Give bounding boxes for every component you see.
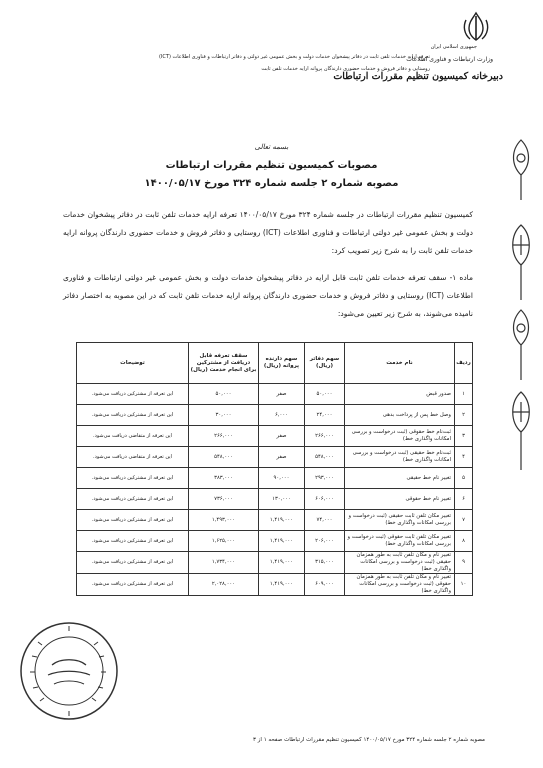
cell-note: این تعرفه از مشترکین دریافت می‌شود. <box>77 468 189 489</box>
col-header-row-number: ردیف <box>455 343 473 384</box>
cell-office-share: ۶۰۶,۰۰۰ <box>305 489 345 510</box>
cell-row-number: ۸ <box>455 531 473 552</box>
cell-cap: ۱,۶۲۵,۰۰۰ <box>189 531 259 552</box>
cell-cap: ۱,۷۳۴,۰۰۰ <box>189 552 259 574</box>
iran-emblem-icon <box>459 10 493 44</box>
official-stamp-icon <box>18 620 120 722</box>
cell-note: این تعرفه از مشترکین دریافت می‌شود. <box>77 384 189 405</box>
cell-licensee-share: ۱,۴۱۹,۰۰۰ <box>259 510 305 531</box>
cell-cap: ۳۰,۰۰۰ <box>189 405 259 426</box>
table-row <box>77 384 473 405</box>
cell-row-number: ۵ <box>455 468 473 489</box>
col-header-service: نام خدمت <box>345 343 455 384</box>
col-header-notes: توضیحات <box>77 343 189 384</box>
cell-office-share: ۵۴۸,۰۰۰ <box>305 447 345 468</box>
table-row <box>77 531 473 552</box>
table-row <box>77 447 473 468</box>
cell-note: این تعرفه از مشترکین دریافت می‌شود. <box>77 531 189 552</box>
cell-office-share: ۲۹۳,۰۰۰ <box>305 468 345 489</box>
cell-service: صدور قبض <box>345 384 455 405</box>
cell-licensee-share: صفر <box>259 426 305 447</box>
document-subtitle: مصوبه شماره ۲ جلسه شماره ۳۲۴ مورخ ۱۴۰۰/۰۵/۱۷ <box>144 178 399 189</box>
table-row <box>77 405 473 426</box>
cell-note: این تعرفه از مشترکین دریافت می‌شود. <box>77 552 189 574</box>
table-row <box>77 510 473 531</box>
cell-cap: ۲,۰۲۸,۰۰۰ <box>189 574 259 596</box>
cell-cap: ۲۶۶,۰۰۰ <box>189 426 259 447</box>
col-header-office-share: سهم دفاتر (ریال) <box>305 343 345 384</box>
cell-row-number: ۱۰ <box>455 574 473 596</box>
cell-row-number: ۹ <box>455 552 473 574</box>
table-row <box>77 426 473 447</box>
cell-service: ثبت‌نام خط حقوقی (ثبت درخواست و بررسی امکانات واگذاری خط) <box>345 426 455 447</box>
cell-note: این تعرفه از مشترکین دریافت می‌شود. <box>77 510 189 531</box>
table-row <box>77 552 473 574</box>
cell-office-share: ۲۶۶,۰۰۰ <box>305 426 345 447</box>
cell-row-number: ۷ <box>455 510 473 531</box>
cell-note: این تعرفه از مشترکین دریافت می‌شود. <box>77 405 189 426</box>
cell-licensee-share: صفر <box>259 447 305 468</box>
org-line-1: جمهوری اسلامی ایران <box>430 44 477 50</box>
cell-licensee-share: ۱,۴۱۹,۰۰۰ <box>259 552 305 574</box>
table-header-row <box>77 343 473 384</box>
cell-service: وصل خط پس از پرداخت بدهی <box>345 405 455 426</box>
cell-office-share: ۷۴,۰۰۰ <box>305 510 345 531</box>
document-title: مصوبات کمیسیون تنظیم مقررات ارتباطات <box>165 160 378 171</box>
top-note-line-2: روستایی و دفاتر فروش و خدمات حضوری دارندگان پروانه ارایه خدمات تلفن ثابت <box>261 66 430 72</box>
cell-row-number: ۴ <box>455 447 473 468</box>
cell-service: تغییر نام خط حقوقی <box>345 489 455 510</box>
cell-row-number: ۲ <box>455 405 473 426</box>
cell-service: تغییر نام و مکان تلفن ثابت به طور همزمان حقیقی (ثبت درخواست و بررسی امکانات واگذاری خط) <box>345 552 455 574</box>
cell-service: ثبت‌نام خط حقیقی (ثبت درخواست و بررسی امکانات واگذاری خط) <box>345 447 455 468</box>
tariff-table <box>76 342 473 596</box>
cell-office-share: ۲۴,۰۰۰ <box>305 405 345 426</box>
cell-row-number: ۳ <box>455 426 473 447</box>
cell-cap: ۷۳۶,۰۰۰ <box>189 489 259 510</box>
col-header-licensee-share: سهم دارنده پروانه (ریال) <box>259 343 305 384</box>
cell-note: این تعرفه از متقاضی دریافت می‌شود. <box>77 426 189 447</box>
cell-licensee-share: ۱,۴۱۹,۰۰۰ <box>259 531 305 552</box>
col-header-cap: سقف تعرفه قابل دریافت از مشترکین برای انجام خدمت (ریال) <box>189 343 259 384</box>
cell-office-share: ۶۰۹,۰۰۰ <box>305 574 345 596</box>
org-line-3: دبیرخانه کمیسیون تنظیم مقررات ارتباطات <box>333 71 503 82</box>
cell-office-share: ۲۰۶,۰۰۰ <box>305 531 345 552</box>
cell-service: تغییر نام و مکان تلفن ثابت به طور همزمان حقوقی (ثبت درخواست و بررسی امکانات واگذاری خط) <box>345 574 455 596</box>
cell-service: تغییر نام خط حقیقی <box>345 468 455 489</box>
org-line-2: وزارت ارتباطات و فناوری اطلاعات <box>406 56 493 63</box>
cell-note: این تعرفه از مشترکین دریافت می‌شود. <box>77 489 189 510</box>
table-row <box>77 468 473 489</box>
cell-licensee-share: ۱,۴۱۹,۰۰۰ <box>259 574 305 596</box>
cell-cap: ۳۸۳,۰۰۰ <box>189 468 259 489</box>
intro-paragraph: کمیسیون تنظیم مقررات ارتباطات در جلسه شماره ۳۲۴ مورخ ۱۴۰۰/۰۵/۱۷ تعرفه ارایه خدمات تلفن ثابت در دفاتر پیشخوان خدمات دولت و بخش عمومی غیر دولتی ارتباطات و فناوری اطلاعات (ICT) روستایی و دفاتر فروش و خدمات حضوری دارندگان پروانه ارایه خدمات تلفن ثابت را به شرح زیر تصویب کرد: <box>63 210 473 255</box>
table-row <box>77 489 473 510</box>
table-row <box>77 574 473 596</box>
cell-cap: ۵۴۸,۰۰۰ <box>189 447 259 468</box>
cell-licensee-share: ۶,۰۰۰ <box>259 405 305 426</box>
cell-cap: ۵۰,۰۰۰ <box>189 384 259 405</box>
article-1-paragraph: ماده ۱- سقف تعرفه خدمات تلفن ثابت قابل ارایه در دفاتر پیشخوان خدمات دولت و بخش عمومی غیر دولتی ارتباطات و فناوری اطلاعات (ICT) روستایی و دفاتر فروش و خدمات حضوری دارندگان پروانه ارایه خدمات تلفن ثابت که در این مصوبه به اختصار دفاتر نامیده می‌شوند، به شرح زیر تعیین می‌شود: <box>63 273 473 318</box>
cell-office-share: ۵۰,۰۰۰ <box>305 384 345 405</box>
page-footer: مصوبه شماره ۲ جلسه شماره ۳۲۴ مورخ ۱۴۰۰/۰۵/۱۷ کمیسیون تنظیم مقررات ارتباطات صفحه ۱ از ۳ <box>253 737 485 743</box>
cell-row-number: ۱ <box>455 384 473 405</box>
cell-licensee-share: ۱۳۰,۰۰۰ <box>259 489 305 510</box>
cell-office-share: ۳۱۵,۰۰۰ <box>305 552 345 574</box>
cell-note: این تعرفه از مشترکین دریافت می‌شود. <box>77 574 189 596</box>
cell-cap: ۱,۴۹۳,۰۰۰ <box>189 510 259 531</box>
cell-note: این تعرفه از متقاضی دریافت می‌شود. <box>77 447 189 468</box>
cell-licensee-share: صفر <box>259 384 305 405</box>
bismillah-heading: بسمه تعالی <box>254 143 289 151</box>
cell-licensee-share: ۹۰,۰۰۰ <box>259 468 305 489</box>
cell-service: تغییر مکان تلفن ثابت حقیقی (ثبت درخواست و بررسی امکانات واگذاری خط) <box>345 510 455 531</box>
top-note-line-1: تعرفه ارایه خدمات تلفن ثابت در دفاتر پیشخوان خدمات دولت و بخش عمومی غیر دولتی و دفاتر ارتباطات و فناوری اطلاعات (ICT) <box>158 54 430 60</box>
cell-row-number: ۶ <box>455 489 473 510</box>
cell-service: تغییر مکان تلفن ثابت حقوقی (ثبت درخواست و بررسی امکانات واگذاری خط) <box>345 531 455 552</box>
